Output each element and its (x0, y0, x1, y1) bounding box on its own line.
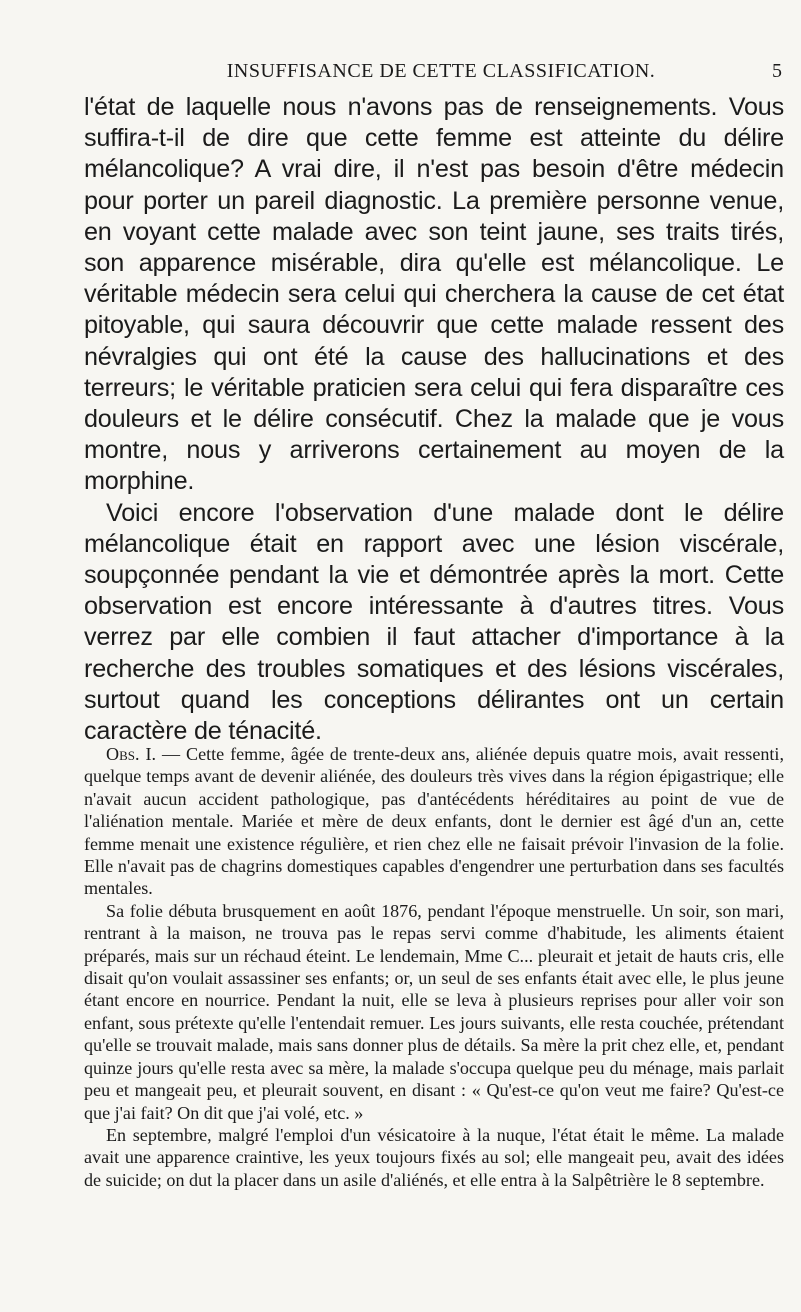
running-head (100, 58, 782, 84)
page-number: 5 (772, 60, 782, 82)
observation-paragraph-3: En septembre, malgré l'emploi d'un vésicatoire à la nuque, l'état était le même. La malade avait une apparence craintive, les yeux toujours fixés au sol; elle mangeait peu, avait des idées de suicide; on dut la placer dans un asile d'aliénés, et elle entra à la Salpêtrière le 8 septembre. (84, 1124, 784, 1190)
body-paragraph-2: Voici encore l'observation d'une malade dont le délire mélancolique était en rapport avec une lésion viscérale, soupçonnée pendant la vie et démontrée après la mort. Cette observation est encore intéressante à d'autres titres. Vous verrez par elle combien il faut attacher d'importance à la recherche des troubles somatiques et des lésions viscérales, surtout quand les conceptions délirantes ont un certain caractère de ténacité. (84, 498, 784, 746)
observation-label: Obs. I. (106, 744, 156, 764)
observation-paragraph-1 (84, 743, 784, 900)
observation-block (84, 743, 784, 1191)
observation-text-1: — Cette femme, âgée de trente-deux ans, aliénée depuis quatre mois, avait ressenti, quelque temps avant de devenir aliénée, des douleurs très vives dans la région épigastrique; elle n'avait aucun accident pathologique, pas d'antécédents héréditaires au point de vue de l'aliénation mentale. Mariée et mère de deux enfants, dont le dernier est âgé d'un an, cette femme menait une existence régulière, et rien chez elle ne faisait prévoir l'invasion de la folie. Elle n'avait pas de chagrins domestiques capables d'engendrer une perturbation dans ses facultés mentales. (84, 744, 784, 899)
body-paragraph-1: l'état de laquelle nous n'avons pas de renseignements. Vous suffira-t-il de dire que cette femme est atteinte du délire mélancolique? A vrai dire, il n'est pas besoin d'être médecin pour porter un pareil diagnostic. La première personne venue, en voyant cette malade avec son teint jaune, ses traits tirés, son apparence misérable, dira qu'elle est mélancolique. Le véritable médecin sera celui qui cherchera la cause de cet état pitoyable, qui saura découvrir que cette malade ressent des névralgies qui ont été la cause des hallucinations et des terreurs; le véritable praticien sera celui qui fera disparaître ces douleurs et le délire consécutif. Chez la malade que je vous montre, nous y arriverons certainement au moyen de la morphine. (84, 93, 784, 496)
running-title: INSUFFISANCE DE CETTE CLASSIFICATION. (226, 60, 656, 82)
observation-paragraph-2: Sa folie débuta brusquement en août 1876, pendant l'époque menstruelle. Un soir, son mari, rentrant à la maison, ne trouva pas le repas servi comme d'habitude, les aliments étaient préparés, mais sur un réchaud éteint. Le lendemain, Mme C... pleurait et jetait de hauts cris, elle disait qu'on voulait assassiner ses enfants; or, un seul de ses enfants était avec elle, le plus jeune étant encore en nourrice. Pendant la nuit, elle se leva à plusieurs reprises pour aller voir son enfant, sous prétexte qu'elle l'entendait remuer. Les jours suivants, elle resta couchée, prétendant qu'elle se trouvait malade, mais sans donner plus de détails. Sa mère la prit chez elle, et, pendant quinze jours qu'elle resta avec sa mère, la malade s'occupa quelque peu du ménage, mais parlait peu et mangeait peu, et pleurait souvent, en disant : « Qu'est-ce qu'on veut me faire? Qu'est-ce que j'ai fait? On dit que j'ai volé, etc. » (84, 900, 784, 1123)
main-text (84, 92, 784, 747)
